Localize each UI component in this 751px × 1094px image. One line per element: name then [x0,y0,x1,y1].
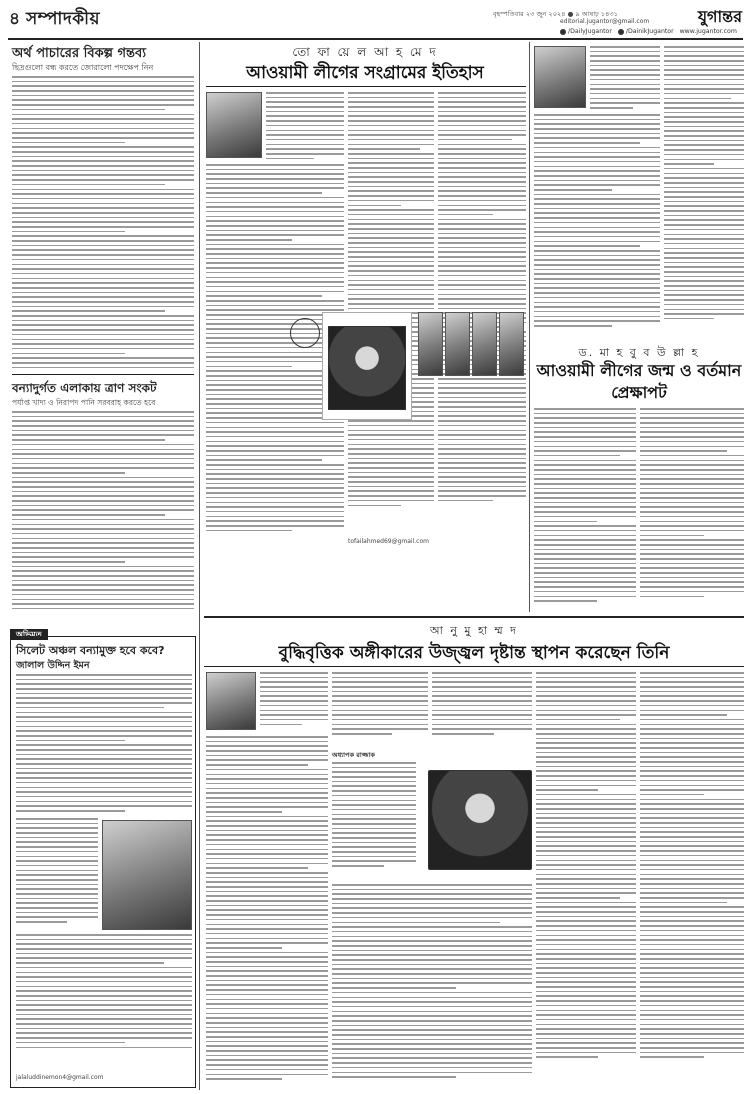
article-3-col-3a [432,672,532,742]
opinion-tag: অভিমত [10,629,48,640]
editorial-1-subtitle: ছিদ্রগুলো বন্ধ করতে জোরালো পদক্ষেপ নিন [12,63,154,72]
article-2-byline: ড. মা হ বু ব উ ল্লা হ [578,346,700,359]
article-3-col-1 [206,736,328,1086]
article-3-col-2b [332,762,416,882]
facebook-link[interactable]: /DailyJugantor [560,28,612,35]
opinion-body-2 [16,818,98,928]
article-3-rule [204,666,744,667]
divider [12,374,194,375]
article-2-col-a [534,114,660,338]
editorial-1-title: অর্থ পাচারের বিকল্প গন্তব্য [12,46,146,61]
opinion-email: jalaluddinemon4@gmail.com [16,1074,104,1081]
article-3-col-2a [332,672,428,742]
page-number: ৪ [9,9,21,29]
awami-league-emblem [290,318,320,348]
contact-email: editorial.jugantor@gmail.com [560,18,650,25]
section-title: সম্পাদকীয় [26,9,101,29]
article-2-col-d [640,408,744,608]
article-1-byline: তো ফা য়ে ল আ হ মে দ [292,45,438,59]
razzaq-photo [428,770,532,870]
editorial-2-body [12,411,194,613]
dateline: বৃহস্পতিবার ২৩ জুন ২০২৪ ● ৯ আষাঢ় ১৪৩১ [493,10,618,18]
article-3-byline: আ নু মু হা ম্ম দ [430,624,518,637]
article-3-top-rule [204,616,744,618]
article-2-col-b [664,46,744,338]
leader-photo [445,312,470,376]
editorial-2-subtitle: পর্যাপ্ত খাদ্য ও নিরাপদ পানি সরবরাহ করতে হবে [12,398,156,407]
article-1-col-1a [266,92,344,164]
photo-caption: অধ্যাপক রাজ্জাক [332,751,375,759]
article-1-title: আওয়ামী লীগের সংগ্রামের ইতিহাস [246,63,484,83]
leader-photo [418,312,443,376]
sheikh-mujib-portrait [328,326,406,410]
leader-photo [472,312,497,376]
article-1-rule [206,86,526,87]
author-photo-anu [206,672,256,730]
article-2-title: আওয়ামী লীগের জন্ম ও বর্তমান প্রেক্ষাপট [536,361,742,402]
editorial-2-title: বন্যাদুর্গত এলাকায় ত্রাণ সংকট [12,381,157,395]
masthead-logo: যুগান্তর [697,7,742,26]
header-rule [8,38,743,40]
article-3-intro [260,672,328,732]
article-3-col-4 [536,672,636,1086]
twitter-icon [618,29,624,35]
website-link[interactable]: www.jugantor.com [679,28,737,35]
article-1-email: tofailahmed69@gmail.com [348,538,429,545]
leaders-photo-strip [418,312,524,376]
social-links [560,28,737,35]
article-2-col-c [534,408,636,608]
opinion-author: জালাল উদ্দিন ইমন [16,660,90,671]
author-photo-tofail [206,92,262,158]
author-photo-mahbub [534,46,586,108]
editorial-1-body [12,76,194,371]
twitter-link[interactable]: /DainikJugantor [618,28,674,35]
column-rule [199,42,200,1090]
opinion-body-3 [16,934,192,1054]
article-3-col-5 [640,672,744,1086]
article-3-title: বুদ্ধিবৃত্তিক অঙ্গীকারের উজ্জ্বল দৃষ্টান্ত স্থাপন করেছেন তিনি [278,643,670,663]
facebook-icon [560,29,566,35]
article-2-intro [590,46,660,112]
opinion-body-1 [16,674,192,814]
flood-photo [102,820,192,930]
article-3-col-2c [332,884,532,1086]
opinion-title: সিলেট অঞ্চল বন্যামুক্ত হবে কবে? [16,644,165,657]
column-rule [529,42,530,612]
leader-photo [499,312,524,376]
